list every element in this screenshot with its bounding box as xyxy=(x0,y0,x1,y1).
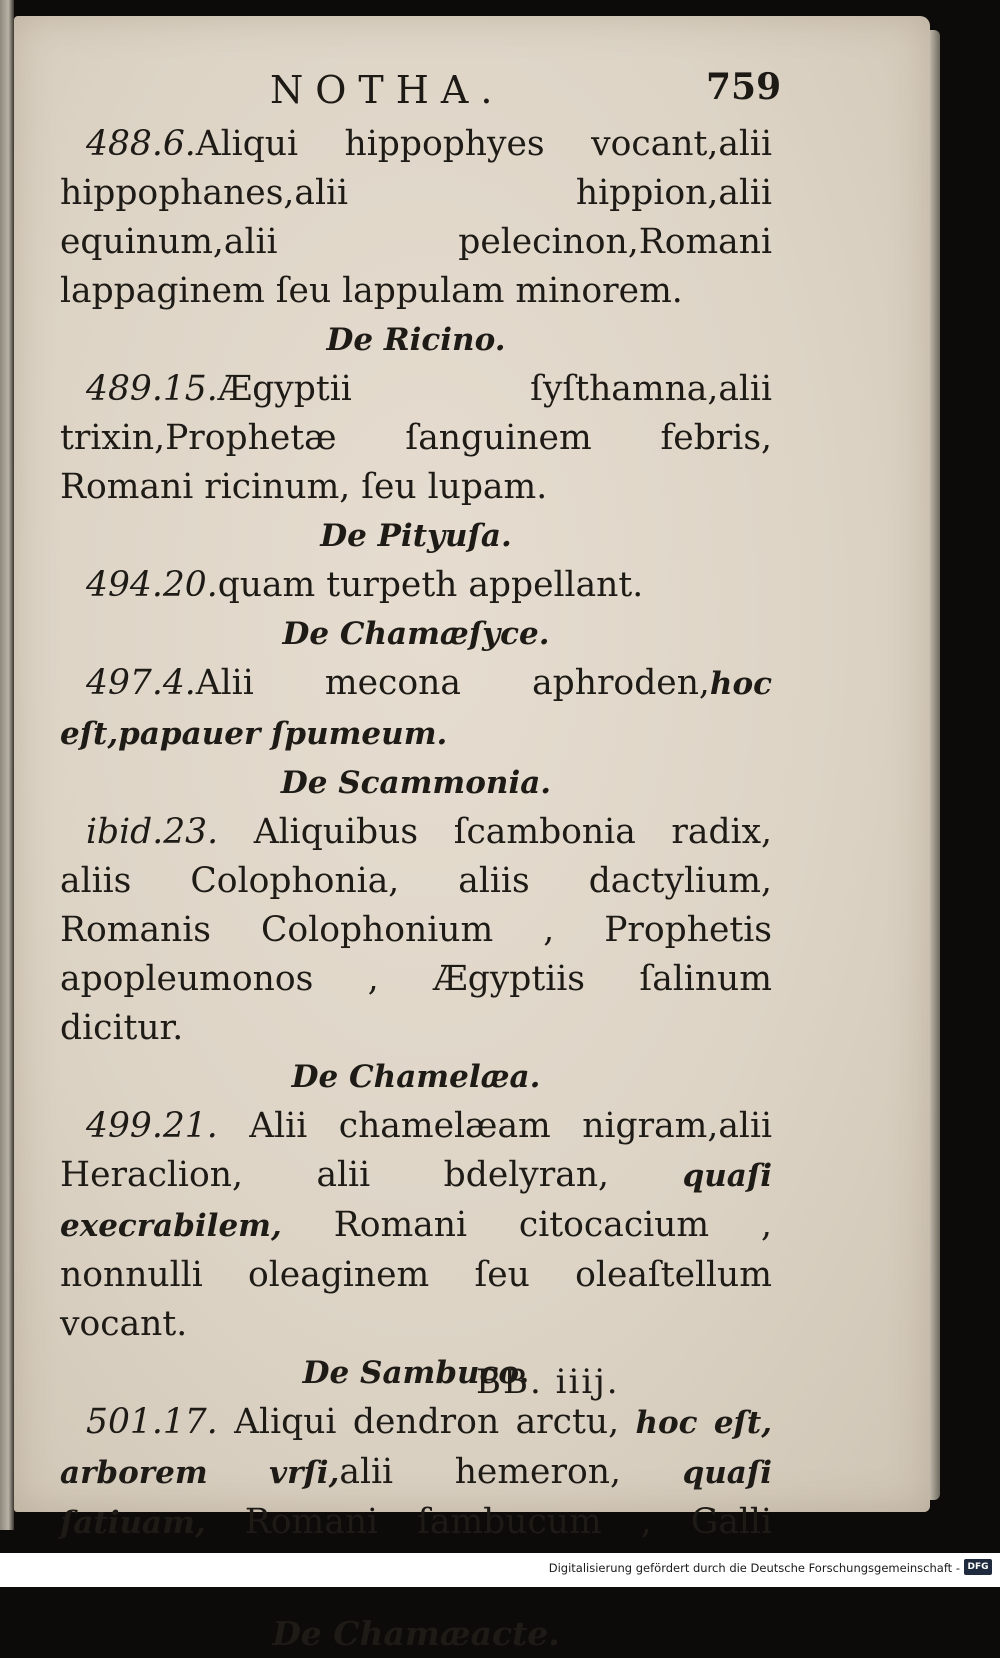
entry-text: Aliquibus ſcambonia radix, aliis Colophonia, aliis dactylium, Romanis Colophonium , Prophetis apopleumonos , Ægyptiis ſalinum dicitur. xyxy=(60,812,773,1048)
page-number: 759 xyxy=(706,66,782,108)
entry-text-continued: Romani citocacium , nonnulli oleaginem ſeu oleaſtellum vocant. xyxy=(60,1205,772,1344)
entry-text: Aliqui hippophyes vocant,alii hippophanes,alii hippion,alii equinum,alii pelecinon,Romani lappaginem ſeu lappulam minorem. xyxy=(60,124,772,311)
page-fore-edge xyxy=(930,30,940,1500)
section-heading-chamelaea: De Chamelæa. xyxy=(291,1059,541,1095)
section-heading-sambuco: De Sambuco. xyxy=(302,1355,530,1391)
entry-number: 488.6. xyxy=(86,124,196,164)
entry-number: 497.4. xyxy=(86,663,196,703)
section-heading-ricino: De Ricino. xyxy=(326,322,506,358)
entry-488 xyxy=(60,120,772,316)
entry-number: 494.20. xyxy=(86,565,218,605)
entry-499 xyxy=(60,1102,772,1349)
entry-ibid-23 xyxy=(60,808,772,1053)
entry-text: quam turpeth appellant. xyxy=(217,565,644,605)
catchword-heading: De Chamæacte. xyxy=(272,1614,560,1653)
entry-text: Alii chamelæam nigram,alii Heraclion, alii bdelyran, xyxy=(60,1106,773,1195)
dfg-logo: DFG xyxy=(964,1559,992,1575)
entry-italic-gloss-2: quaſi ſatiuam, xyxy=(60,1455,773,1541)
entry-text-continued: alii hemeron, xyxy=(339,1452,621,1492)
entry-italic-gloss: hoc eſt,papauer ſpumeum. xyxy=(60,666,772,752)
entry-number: 501.17. xyxy=(86,1402,218,1442)
entry-number: 499.21. xyxy=(86,1106,218,1146)
signature-mark: BB. iiij. xyxy=(476,1362,620,1402)
funding-credit: Digitalisierung gefördert durch die Deutsche Forschungsgemeinschaft - xyxy=(548,1561,960,1575)
entry-text: Ægyptii ſyſthamna,alii trixin,Prophetæ ſanguinem febris, Romani ricinum, ſeu lupam. xyxy=(60,369,772,507)
entry-number: ibid.23. xyxy=(86,812,219,852)
section-heading-pityusa: De Pityuſa. xyxy=(320,518,512,554)
entry-497 xyxy=(60,659,772,759)
entry-text: Alii mecona aphroden, xyxy=(195,663,710,703)
entry-italic-gloss: hoc eſt, arborem vrſi, xyxy=(60,1405,772,1491)
entry-489 xyxy=(60,365,772,512)
running-head: NOTHA. xyxy=(270,68,505,112)
entry-494 xyxy=(60,561,772,610)
entry-italic-gloss: quaſi execrabilem, xyxy=(60,1158,772,1244)
entry-text-final: Romani ſambucum , Galli xyxy=(244,1502,772,1542)
section-heading-scammonia: De Scammonia. xyxy=(280,765,552,801)
entry-text: Aliqui dendron arctu, xyxy=(234,1402,620,1442)
entry-number: 489.15. xyxy=(86,369,218,409)
adjacent-page-edge xyxy=(0,0,14,1530)
text-block xyxy=(60,120,772,1658)
section-heading-chamaesyce: De Chamæſyce. xyxy=(282,616,550,652)
